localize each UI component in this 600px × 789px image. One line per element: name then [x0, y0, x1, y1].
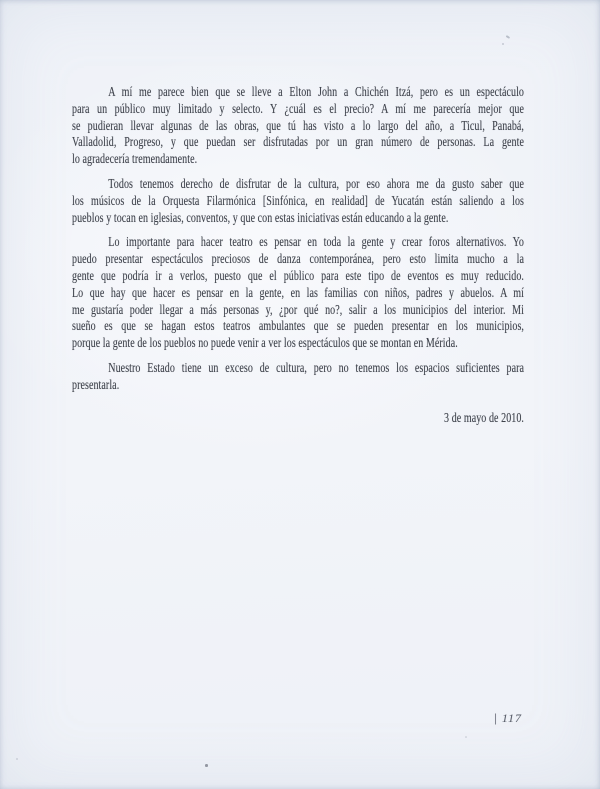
text-line: presentarla.: [72, 376, 120, 392]
text-line: puedo presentar espectáculos preciosos de danza contemporánea, pero esto limita mucho a la: [72, 251, 525, 267]
scan-speck: [16, 758, 18, 760]
paragraph-1: [72, 84, 524, 168]
text-line: Lo importante para hacer teatro es pensar en toda la gente y crear foros alternativos. Yo: [108, 234, 525, 250]
text-block: [72, 84, 524, 426]
page-number: [494, 711, 522, 725]
text-line: Valladolid, Progreso, y que puedan ser disfrutadas por un gran número de personas. La gente: [72, 134, 525, 150]
scan-speck: [502, 43, 504, 45]
scan-speck: [465, 736, 467, 738]
scan-speck: [205, 764, 208, 767]
date-line: 3 de mayo de 2010.: [444, 409, 525, 425]
paragraph-4: [72, 360, 524, 394]
text-line: pueblos y tocan en iglesias, conventos, y que con estas iniciativas están educando a la gente.: [72, 209, 449, 225]
text-line: los músicos de la Orquesta Filarmónica [Sinfónica, en realidad] de Yucatán están saliendo a los: [72, 192, 525, 208]
page-number-separator: |: [494, 710, 497, 725]
text-line: Lo que hay que hacer es pensar en la gente, en las familias con niños, padres y abuelos. A mí: [72, 284, 525, 300]
paragraph-2: [72, 176, 524, 226]
page-number-value: 117: [501, 711, 522, 725]
text-line: sueño es que se hagan estos teatros ambulantes que se pueden presentar en los municipios,: [72, 318, 525, 334]
paragraph-3: [72, 234, 524, 352]
text-line: porque la gente de los pueblos no puede venir a ver los espectáculos que se montan en Mérida.: [72, 335, 458, 351]
text-line: lo agradecería tremendamente.: [72, 151, 198, 167]
text-line: para un público muy limitado y selecto. Y ¿cuál es el precio? A mí me parecería mejor que: [72, 100, 525, 116]
text-line: se pudieran llevar algunas de las obras, que tú has visto a lo largo del año, a Ticul, Panabá,: [72, 117, 525, 133]
scan-speck: [506, 35, 510, 38]
text-line: me gustaría poder llegar a más personas y, ¿por qué no?, salir a los municipios del interior. Mi: [72, 301, 525, 317]
text-line: gente que podría ir a verlos, puesto que el público para este tipo de eventos es muy reducido.: [72, 267, 525, 283]
text-line: Todos tenemos derecho de disfrutar de la cultura, por eso ahora me da gusto saber que: [108, 175, 525, 191]
text-line: Nuestro Estado tiene un exceso de cultura, pero no tenemos los espacios suficientes para: [108, 359, 525, 375]
text-line: A mí me parece bien que se lleve a Elton John a Chichén Itzá, pero es un espectáculo: [108, 84, 525, 99]
